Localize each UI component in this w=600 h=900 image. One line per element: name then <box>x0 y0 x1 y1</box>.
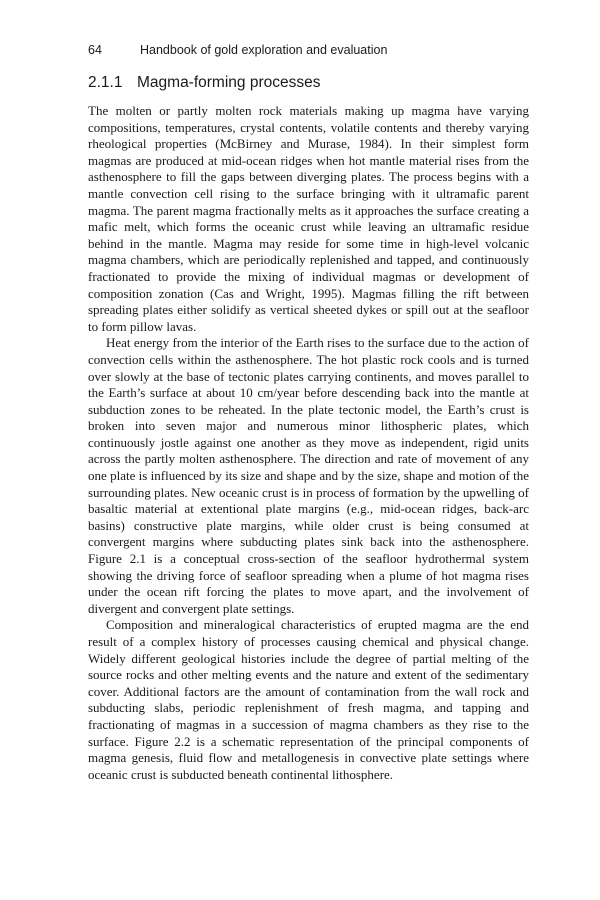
paragraph: Composition and mineralogical characteristics of erupted magma are the end result of a complex history of processes causing chemical and physical change. Widely different geological histories include the degree of partial melting of the source rocks and other melting events and the nature and extent of the sedimentary cover. Additional factors are the amount of contamination from the wall rock and subducting slabs, periodic replenishment of fresh magma, and tapping and fractionating of magmas in a succession of magma chambers as they rise to the surface. Figure 2.2 is a schematic representation of the principal components of magma genesis, fluid flow and metallogenesis in convective plate settings where oceanic crust is subducted beneath continental lithosphere. <box>88 617 529 782</box>
book-title: Handbook of gold exploration and evaluation <box>140 43 388 57</box>
paragraph: Heat energy from the interior of the Earth rises to the surface due to the action of convection cells within the asthenosphere. The hot plastic rock cools and is turned over slowly at the base of tectonic plates carrying continents, and moves parallel to the Earth’s surface at about 10 cm/year before descending back into the mantle at subduction zones to be reheated. In the plate tectonic model, the Earth’s crust is broken into seven major and numerous minor lithospheric plates, which continuously jostle against one another as they move as independent, rigid units across the partly molten asthenosphere. The direction and rate of movement of any one plate is influenced by its size and shape and by the size, shape and motion of the surrounding plates. New oceanic crust is in process of formation by the upwelling of basaltic material at extentional plate margins (e.g., mid-ocean ridges, back-arc basins) constructive plate margins, while older crust is being consumed at convergent margins where subducting plates sink back into the asthenosphere. Figure 2.1 is a conceptual cross-section of the seafloor hydrothermal system showing the driving force of seafloor spreading when a plume of hot magma rises under the ocean rift forcing the plates to move apart, and the involvement of divergent and convergent plate settings. <box>88 335 529 616</box>
section-number: 2.1.1 <box>88 74 123 91</box>
section-heading <box>88 74 320 92</box>
page-number: 64 <box>88 43 102 57</box>
running-header <box>88 43 387 57</box>
section-title: Magma-forming processes <box>137 74 321 91</box>
body-text <box>88 103 529 783</box>
paragraph: The molten or partly molten rock materials making up magma have varying compositions, temperatures, crystal contents, volatile contents and thereby varying rheological properties (McBirney and Murase, 1984). In their simplest form magmas are produced at mid-ocean ridges when hot mantle material rises from the asthenosphere to fill the gaps between diverging plates. The process begins with a mantle convection cell rising to the surface bringing with it ultramafic parent magma. The parent magma fractionally melts as it approaches the surface creating a mafic melt, which forms the oceanic crust while leaving an ultramafic residue behind in the mantle. Magma may reside for some time in high-level volcanic magma chambers, which are periodically replenished and tapped, and continuously fractionated to provide the mixing of individual magmas or development of composition zonation (Cas and Wright, 1995). Magmas filling the rift between spreading plates either solidify as vertical sheeted dykes or spill out at the seafloor to form pillow lavas. <box>88 103 529 334</box>
